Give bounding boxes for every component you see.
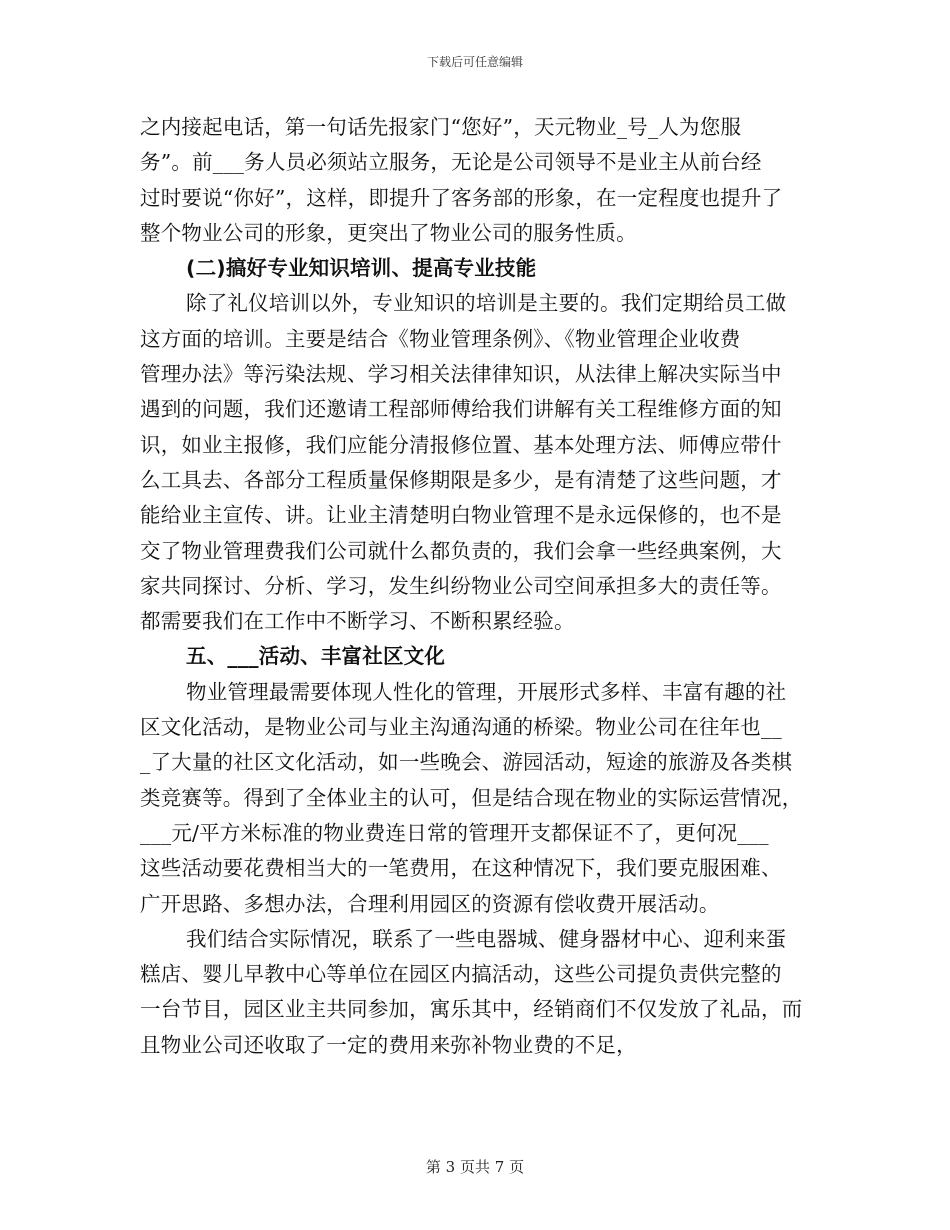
text-line: 过时要说“你好”，这样，即提升了客务部的形象，在一定程度也提升了 [140, 185, 783, 210]
text-line: 家共同探讨、分析、学习，发生纠纷物业公司空间承担多大的责任等。 [140, 573, 782, 598]
page-header: 下载后可任意编辑 [426, 55, 523, 69]
text-line: 物业管理最需要体现人性化的管理，开展形式多样、丰富有趣的社 [186, 679, 787, 704]
text-line: 务”。前___务人员必须站立服务，无论是公司领导不是业主从前台经 [140, 150, 762, 175]
paragraph-partner-events [140, 922, 820, 1063]
section-heading-community-culture: 五、___活动、丰富社区文化 [186, 644, 446, 669]
text-line: 都需要我们在工作中不断学习、不断积累经验。 [140, 609, 575, 634]
text-line: 这方面的培训。主要是结合《物业管理条例》、《物业管理企业收费 [140, 326, 741, 351]
text-line: 我们结合实际情况，联系了一些电器城、健身器材中心、迎利来蛋 [186, 926, 787, 951]
text-line: 除了礼仪培训以外，专业知识的培训是主要的。我们定期给员工做 [186, 291, 787, 316]
text-line: 类竞赛等。得到了全体业主的认可，但是结合现在物业的实际运营情况， [140, 785, 803, 810]
section-heading-training: (二)搞好专业知识培训、提高专业技能 [186, 256, 537, 281]
text-line: _了大量的社区文化活动，如一些晚会、游园活动，短途的旅游及各类棋 [140, 750, 793, 775]
paragraph-service-etiquette [140, 110, 820, 251]
text-line: 糕店、婴儿早教中心等单位在园区内搞活动，这些公司提负责供完整的 [140, 962, 782, 987]
text-line: 广开思路、多想办法，合理利用园区的资源有偿收费开展活动。 [140, 891, 720, 916]
text-line: 区文化活动，是物业公司与业主沟通沟通的桥梁。物业公司在往年也__ [140, 715, 782, 740]
text-line: 整个物业公司的形象，更突出了物业公司的服务性质。 [140, 220, 637, 245]
text-line: ___元/平方米标准的物业费连日常的管理开支都保证不了，更何况___ [140, 820, 769, 845]
text-line: 么工具去、各部分工程质量保修期限是多少，是有清楚了这些问题，才 [140, 467, 782, 492]
paragraph-professional-training [140, 286, 820, 639]
text-line: 且物业公司还收取了一定的费用来弥补物业费的不足， [140, 1032, 637, 1057]
paragraph-community-activities [140, 675, 820, 922]
text-line: 遇到的问题，我们还邀请工程部师傅给我们讲解有关工程维修方面的知 [140, 397, 782, 422]
text-line: 能给业主宣传、讲。让业主清楚明白物业管理不是永远保修的，也不是 [140, 503, 782, 528]
text-line: 之内接起电话，第一句话先报家门“您好”，天元物业_号_人为您服 [140, 115, 742, 139]
text-line: 管理办法》等污染法规、学习相关法律律知识，从法律上解决实际当中 [140, 362, 782, 387]
text-line: 交了物业管理费我们公司就什么都负责的，我们会拿一些经典案例，大 [140, 538, 782, 563]
text-line: 这些活动要花费相当大的一笔费用，在这种情况下，我们要克服困难、 [140, 856, 782, 881]
page-number: 第 3 页共 7 页 [425, 1158, 525, 1176]
text-line: 识，如业主报修，我们应能分清报修位置、基本处理方法、师傅应带什 [140, 432, 782, 457]
text-line: 一台节目，园区业主共同参加，寓乐其中，经销商们不仅发放了礼品，而 [140, 997, 803, 1022]
document-body [140, 110, 820, 1063]
